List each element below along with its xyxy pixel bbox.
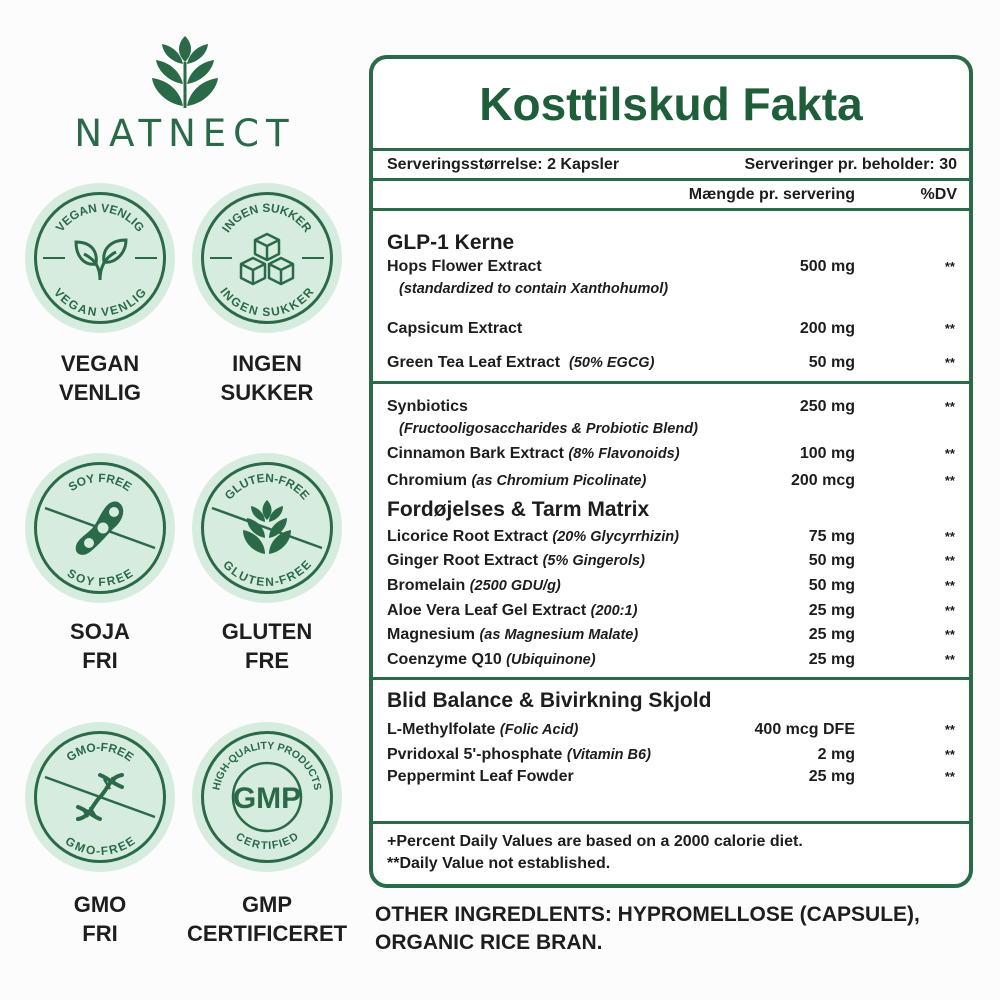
svg-text:GMO-FREE: GMO-FREE bbox=[63, 739, 137, 765]
nutrient-row: Synbiotics 250 mg ** bbox=[387, 398, 955, 415]
nutrient-row: Peppermint Leaf Fowder 25 mg ** bbox=[387, 768, 955, 785]
dna-icon bbox=[70, 767, 130, 827]
column-header-row bbox=[373, 181, 969, 211]
servings-per-container: Serveringer pr. beholder: 30 bbox=[744, 156, 957, 173]
wheat-logo-icon bbox=[150, 34, 220, 110]
svg-text:GMO-FREE: GMO-FREE bbox=[62, 833, 138, 859]
svg-text:CERTIFIED: CERTIFIED bbox=[233, 830, 301, 853]
nutrient-row: Licorice Root Extract (20% Glycyrrhizin) 75 mg ** bbox=[387, 528, 955, 545]
sugar-cubes-icon bbox=[237, 228, 297, 288]
nutrient-subtext: (standardized to contain Xanthohumol) bbox=[399, 281, 669, 297]
soy-free-label: SOJA FRI bbox=[70, 619, 130, 673]
no-sugar-badge bbox=[192, 183, 342, 333]
soy-free-badge bbox=[25, 453, 175, 603]
gmp-certified-badge bbox=[192, 722, 342, 872]
section-title-glp1: GLP-1 Kerne bbox=[387, 231, 515, 254]
serving-info-row bbox=[373, 151, 969, 181]
svg-text:SOY FREE: SOY FREE bbox=[64, 566, 136, 590]
nutrient-row: Ginger Root Extract (5% Gingerols) 50 mg ** bbox=[387, 552, 955, 569]
footnote-dv: +Percent Daily Values are based on a 2000 calorie diet. bbox=[387, 833, 803, 850]
nutrient-row: Coenzyme Q10 (Ubiquinone) 25 mg ** bbox=[387, 651, 955, 668]
svg-text:SOY FREE: SOY FREE bbox=[65, 470, 135, 495]
gmo-free-label: GMO FRI bbox=[73, 892, 127, 946]
serving-size: Serveringsstørrelse: 2 Kapsler bbox=[387, 156, 620, 173]
nutrient-row: Green Tea Leaf Extract (50% EGCG) 50 mg ** bbox=[387, 354, 955, 371]
section-title-digestion: Fordøjelses & Tarm Matrix bbox=[387, 498, 650, 521]
nutrient-row: Hops Flower Extract 500 mg ** bbox=[387, 258, 955, 275]
vegan-label: VEGAN VENLIG bbox=[59, 351, 141, 405]
leaves-icon bbox=[70, 228, 130, 288]
gmo-free-badge bbox=[25, 722, 175, 872]
footnote-not-established: **Daily Value not established. bbox=[387, 855, 611, 872]
dv-header: %DV bbox=[920, 186, 957, 203]
brand-name: NATNECT bbox=[74, 112, 296, 155]
no-sugar-label: INGEN SUKKER bbox=[220, 351, 314, 405]
nutrient-row: Pvridoxal 5'-phosphate (Vitamin B6) 2 mg ** bbox=[387, 746, 955, 763]
gmp-seal-text: GMP bbox=[232, 782, 302, 815]
section-divider bbox=[373, 821, 969, 824]
nutrient-row: L-Methylfolate (Folic Acid) 400 mcg DFE ** bbox=[387, 721, 955, 738]
soy-pod-icon bbox=[70, 498, 130, 558]
wheat-icon bbox=[237, 498, 297, 558]
gmp-label: GMP CERTIFICERET bbox=[186, 892, 348, 946]
svg-text:VEGAN VENLIG: VEGAN VENLIG bbox=[51, 285, 149, 320]
nutrient-row: Aloe Vera Leaf Gel Extract (200:1) 25 mg ** bbox=[387, 602, 955, 619]
svg-text:INGEN SUKKER: INGEN SUKKER bbox=[219, 200, 315, 235]
nutrient-row: Cinnamon Bark Extract (8% Flavonoids) 100 mg ** bbox=[387, 445, 955, 462]
nutrient-row: Bromelain (2500 GDU/g) 50 mg ** bbox=[387, 577, 955, 594]
nutrient-subtext: (Fructooligosaccharides & Probiotic Blend) bbox=[399, 421, 698, 437]
gluten-free-label: GLUTEN FRE bbox=[221, 619, 313, 673]
svg-text:GLUTEN-FREE: GLUTEN-FREE bbox=[220, 557, 314, 590]
badge-ring-text bbox=[192, 722, 342, 872]
nutrient-row: Magnesium (as Magnesium Malate) 25 mg ** bbox=[387, 626, 955, 643]
nutrient-row: Capsicum Extract 200 mg ** bbox=[387, 320, 955, 337]
amount-header: Mængde pr. servering bbox=[688, 186, 855, 203]
facts-title: Kosttilskud Fakta bbox=[373, 59, 969, 151]
section-divider bbox=[373, 381, 969, 384]
svg-text:INGEN SUKKER: INGEN SUKKER bbox=[217, 284, 317, 320]
svg-text:HIGH-QUALITY PRODUCTS: HIGH-QUALITY PRODUCTS bbox=[210, 739, 324, 792]
vegan-badge bbox=[25, 183, 175, 333]
other-ingredients: OTHER INGREDLENTS: HYPROMELLOSE (CAPSULE), ORGANIC RICE BRAN. bbox=[375, 903, 920, 954]
nutrient-row: Chromium (as Chromium Picolinate) 200 mcg ** bbox=[387, 472, 955, 489]
svg-text:VEGAN VENLIG: VEGAN VENLIG bbox=[52, 200, 148, 235]
supplement-facts-panel bbox=[369, 55, 973, 888]
section-divider bbox=[373, 677, 969, 680]
brand-logo bbox=[60, 34, 310, 155]
svg-text:GLUTEN-FREE: GLUTEN-FREE bbox=[221, 470, 313, 503]
gluten-free-badge bbox=[192, 453, 342, 603]
section-title-balance: Blid Balance & Bivirkning Skjold bbox=[387, 689, 712, 712]
